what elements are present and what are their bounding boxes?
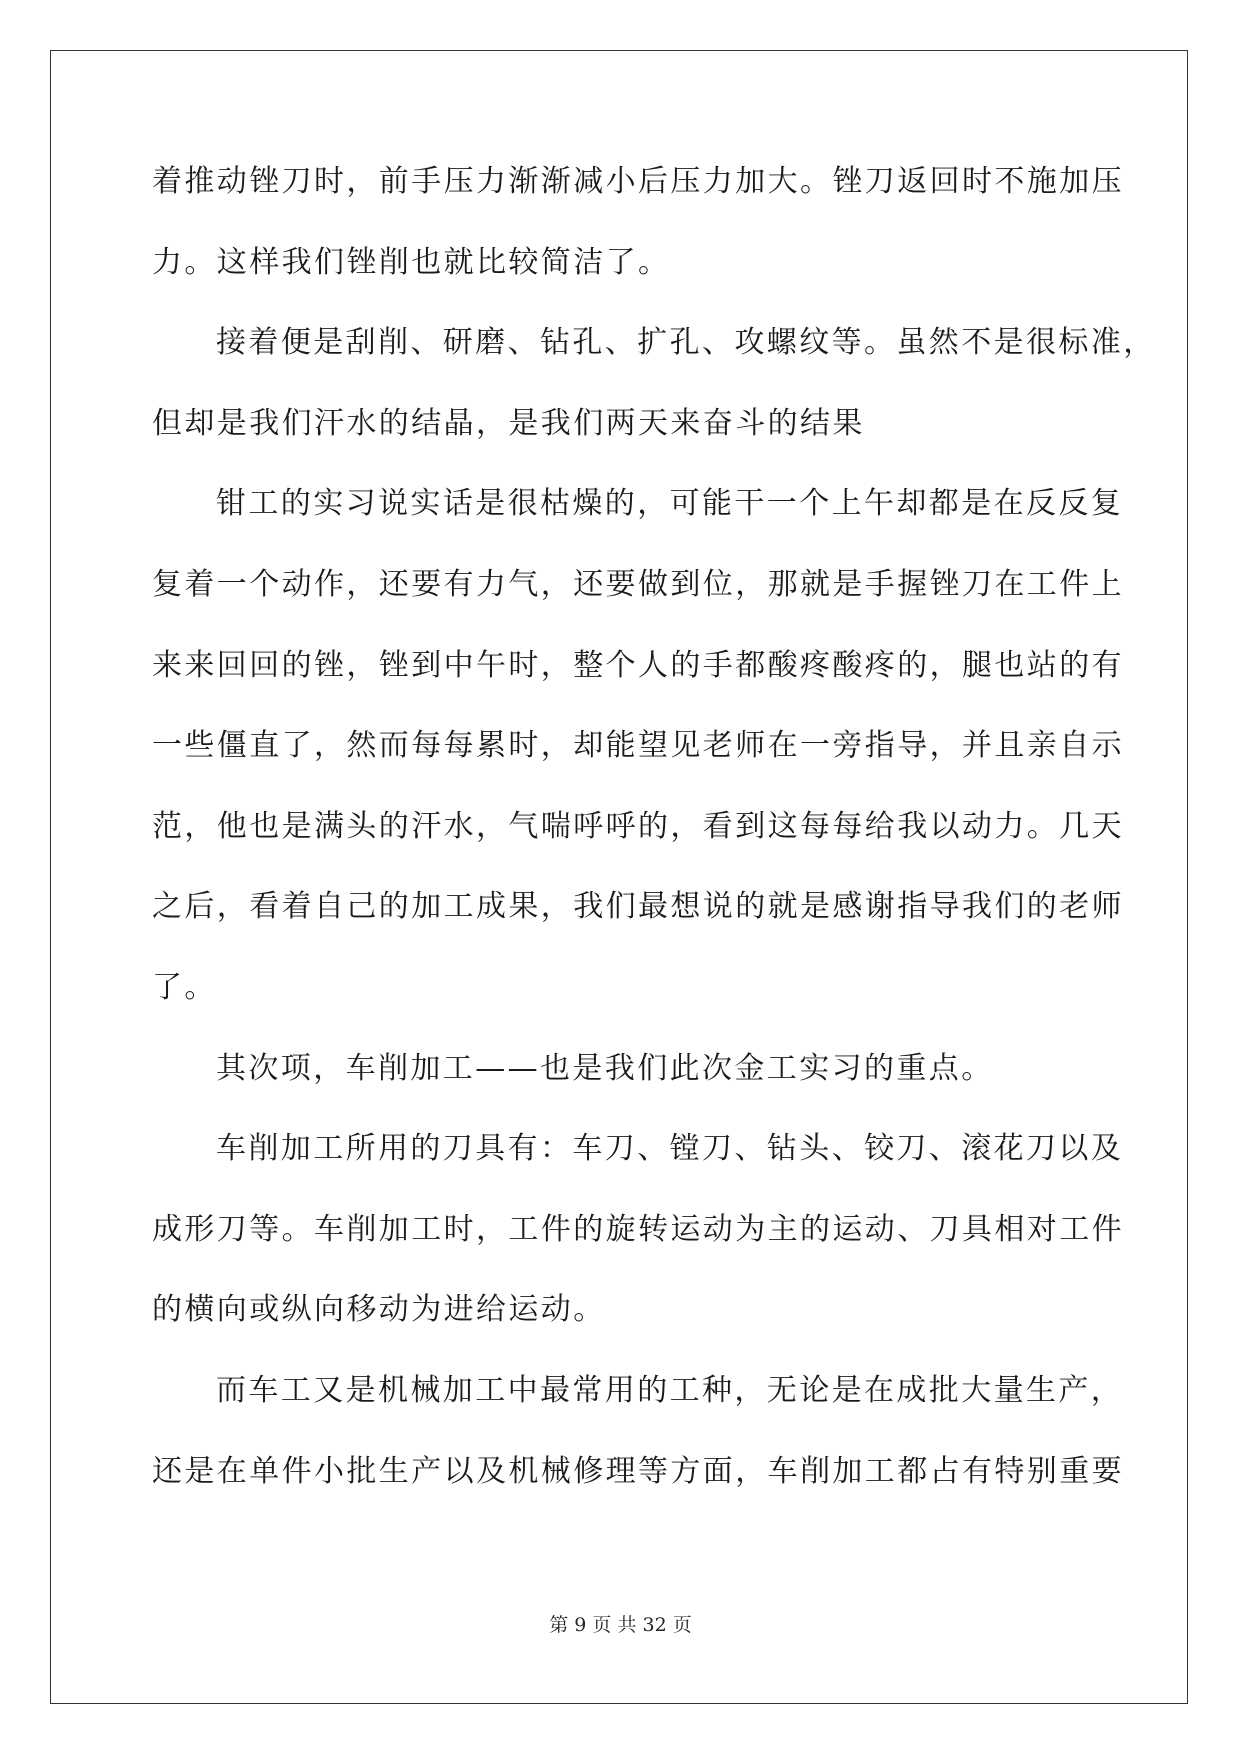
text-line: 但却是我们汗水的结晶，是我们两天来奋斗的结果 xyxy=(152,405,865,441)
text-line: 还是在单件小批生产以及机械修理等方面，车削加工都占有特别重要 xyxy=(152,1453,1124,1489)
text-line: 接着便是刮削、研磨、钻孔、扩孔、攻螺纹等。虽然不是很标准， xyxy=(216,325,1156,361)
text-line: 着推动锉刀时，前手压力渐渐减小后压力加大。锉刀返回时不施加压 xyxy=(152,164,1124,199)
text-line: 成形刀等。车削加工时，工件的旋转运动为主的运动、刀具相对工件 xyxy=(152,1211,1124,1247)
text-line: 车削加工所用的刀具有：车刀、镗刀、钻头、铰刀、滚花刀以及 xyxy=(216,1131,1124,1167)
document-body xyxy=(152,160,1156,1530)
text-line: 了。 xyxy=(152,969,217,1005)
text-line: 力。这样我们锉削也就比较简洁了。 xyxy=(152,244,671,280)
text-line: 来来回回的锉，锉到中午时，整个人的手都酸疼酸疼的，腿也站的有 xyxy=(152,647,1124,683)
page-number-footer: 第 9 页 共 32 页 xyxy=(549,1614,692,1636)
text-line: 而车工又是机械加工中最常用的工种，无论是在成批大量生产， xyxy=(216,1372,1124,1408)
text-line: 复着一个动作，还要有力气，还要做到位，那就是手握锉刀在工件上 xyxy=(152,566,1124,602)
text-line: 之后，看着自己的加工成果，我们最想说的就是感谢指导我们的老师 xyxy=(152,889,1124,925)
text-line: 的横向或纵向移动为进给运动。 xyxy=(152,1292,606,1328)
text-line: 范，他也是满头的汗水，气喘呼呼的，看到这每每给我以动力。几天 xyxy=(152,808,1124,844)
text-line: 一些僵直了，然而每每累时，却能望见老师在一旁指导，并且亲自示 xyxy=(152,728,1124,764)
text-line: 钳工的实习说实话是很枯燥的，可能干一个上午却都是在反反复 xyxy=(216,486,1124,522)
text-line: 其次项，车削加工——也是我们此次金工实习的重点。 xyxy=(216,1050,994,1086)
